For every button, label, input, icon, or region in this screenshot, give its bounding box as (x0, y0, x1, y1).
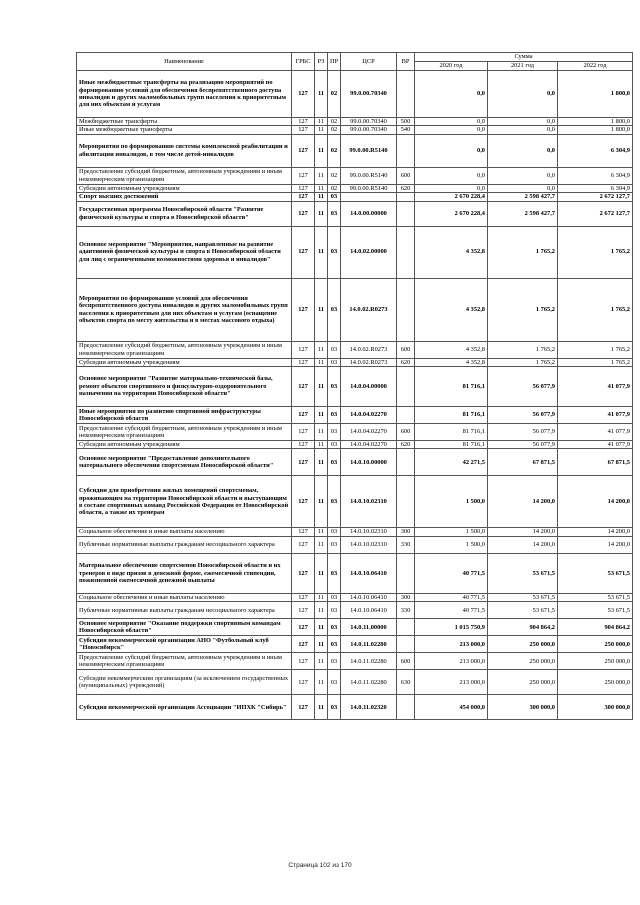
row-csr: 14.0.11.02320 (341, 695, 397, 720)
table-row (77, 358, 633, 366)
row-value-2020: 4 352,8 (415, 226, 488, 278)
row-rz: 11 (315, 476, 328, 528)
row-value-2021: 1 765,2 (488, 226, 558, 278)
row-name: Публичные нормативные выплаты гражданам несоциального характера (77, 602, 292, 619)
row-rz: 11 (315, 358, 328, 366)
header-grbs: ГРБС (292, 53, 315, 71)
row-value-2021: 1 765,2 (488, 278, 558, 341)
row-value-2022: 1 800,0 (558, 126, 633, 134)
row-vr (397, 134, 415, 167)
row-pr: 03 (328, 593, 341, 601)
row-rz: 11 (315, 341, 328, 358)
row-value-2022: 53 671,5 (558, 593, 633, 601)
row-pr: 03 (328, 341, 341, 358)
row-grbs: 127 (292, 636, 315, 653)
row-value-2020: 4 352,8 (415, 278, 488, 341)
row-value-2021: 0,0 (488, 167, 558, 184)
row-value-2020: 2 670 228,4 (415, 201, 488, 226)
row-value-2020: 2 670 228,4 (415, 193, 488, 201)
table-row (77, 126, 633, 134)
row-vr: 600 (397, 341, 415, 358)
row-csr: 99.0.00.R5140 (341, 134, 397, 167)
row-vr (397, 226, 415, 278)
row-value-2022: 6 304,9 (558, 184, 633, 192)
header-vr: ВР (397, 53, 415, 71)
table-row (77, 653, 633, 670)
row-name: Основное мероприятие "Оказание поддержки спортивным командам Новосибирской области" (77, 619, 292, 636)
row-value-2022: 6 304,9 (558, 134, 633, 167)
row-name: Публичные нормативные выплаты гражданам несоциального характера (77, 536, 292, 553)
row-grbs: 127 (292, 695, 315, 720)
header-year-2022: 2022 год (558, 62, 633, 71)
table-row (77, 593, 633, 601)
row-value-2022: 14 200,0 (558, 536, 633, 553)
row-grbs: 127 (292, 167, 315, 184)
row-grbs: 127 (292, 184, 315, 192)
row-name: Иные мероприятия по развитию спортивной инфраструктуры Новосибирской области (77, 407, 292, 424)
row-value-2020: 0,0 (415, 126, 488, 134)
row-value-2021: 300 000,0 (488, 695, 558, 720)
row-csr: 14.0.04.00000 (341, 367, 397, 407)
row-value-2021: 0,0 (488, 184, 558, 192)
row-pr: 03 (328, 528, 341, 536)
row-name: Предоставление субсидий бюджетным, автономным учреждениям и иным некоммерческим организациям (77, 653, 292, 670)
row-rz: 11 (315, 134, 328, 167)
row-pr: 03 (328, 602, 341, 619)
row-vr (397, 278, 415, 341)
row-name: Иные межбюджетные трансферты (77, 126, 292, 134)
row-name: Субсидии автономным учреждениям (77, 358, 292, 366)
row-value-2020: 1 500,0 (415, 536, 488, 553)
header-sum: Сумма (415, 53, 633, 62)
row-value-2020: 1 500,0 (415, 528, 488, 536)
table-row (77, 528, 633, 536)
table-row (77, 341, 633, 358)
row-pr: 03 (328, 226, 341, 278)
row-vr: 620 (397, 358, 415, 366)
row-value-2022: 14 200,0 (558, 528, 633, 536)
row-rz: 11 (315, 407, 328, 424)
row-value-2022: 250 000,0 (558, 653, 633, 670)
row-csr: 14.0.10.00000 (341, 449, 397, 476)
row-rz: 11 (315, 636, 328, 653)
row-csr: 14.0.02.R0273 (341, 358, 397, 366)
row-csr: 99.0.00.70340 (341, 118, 397, 126)
row-value-2020: 0,0 (415, 134, 488, 167)
row-name: Субсидии для приобретения жилых помещений спортсменам, проживающим на территории Новосибирской области и выступающим в составе спортивных команд Российской Федерации от Новосибирской области, а также их тренерам (77, 476, 292, 528)
row-rz: 11 (315, 126, 328, 134)
row-grbs: 127 (292, 653, 315, 670)
row-value-2021: 56 077,9 (488, 367, 558, 407)
row-rz: 11 (315, 653, 328, 670)
row-value-2022: 1 800,0 (558, 118, 633, 126)
row-name: Предоставление субсидий бюджетным, автономным учреждениям и иным некоммерческим организациям (77, 424, 292, 441)
row-grbs: 127 (292, 424, 315, 441)
row-grbs: 127 (292, 528, 315, 536)
row-value-2021: 67 871,5 (488, 449, 558, 476)
row-value-2020: 213 000,0 (415, 636, 488, 653)
table-row (77, 602, 633, 619)
row-value-2022: 2 672 127,7 (558, 201, 633, 226)
row-pr: 03 (328, 695, 341, 720)
row-rz: 11 (315, 553, 328, 593)
header-rz: РЗ (315, 53, 328, 71)
row-pr: 03 (328, 278, 341, 341)
row-csr: 99.0.00.70340 (341, 126, 397, 134)
table-row (77, 71, 633, 118)
row-name: Социальное обеспечение и иные выплаты населению (77, 593, 292, 601)
table-row (77, 553, 633, 593)
row-value-2021: 0,0 (488, 126, 558, 134)
row-name: Государственная программа Новосибирской области "Развитие физической культуры и спорта в Новосибирской области" (77, 201, 292, 226)
row-vr (397, 193, 415, 201)
row-csr: 14.0.02.00000 (341, 226, 397, 278)
row-vr: 600 (397, 424, 415, 441)
row-grbs: 127 (292, 449, 315, 476)
row-csr: 14.0.10.06410 (341, 553, 397, 593)
row-value-2021: 0,0 (488, 118, 558, 126)
row-rz: 11 (315, 670, 328, 695)
row-csr: 14.0.10.06410 (341, 602, 397, 619)
table-row (77, 476, 633, 528)
row-csr: 14.0.00.00000 (341, 201, 397, 226)
row-grbs: 127 (292, 367, 315, 407)
row-csr: 14.0.10.02310 (341, 476, 397, 528)
row-vr (397, 367, 415, 407)
row-name: Субсидия некоммерческой организации Ассоциации "ИПХК "Сибирь" (77, 695, 292, 720)
row-grbs: 127 (292, 134, 315, 167)
row-value-2022: 1 800,0 (558, 71, 633, 118)
row-vr: 300 (397, 528, 415, 536)
row-name: Предоставление субсидий бюджетным, автономным учреждениям и иным некоммерческим организациям (77, 167, 292, 184)
row-csr: 99.0.00.70340 (341, 71, 397, 118)
row-pr: 03 (328, 476, 341, 528)
row-name: Субсидии автономным учреждениям (77, 441, 292, 449)
row-name: Мероприятия по формированию системы комплексной реабилитации и абилитации инвалидов, в том числе детей-инвалидов (77, 134, 292, 167)
row-vr (397, 201, 415, 226)
row-pr: 02 (328, 118, 341, 126)
row-vr (397, 695, 415, 720)
row-vr: 600 (397, 167, 415, 184)
row-value-2022: 67 871,5 (558, 449, 633, 476)
row-csr: 14.0.04.02270 (341, 441, 397, 449)
row-value-2020: 0,0 (415, 184, 488, 192)
table-row (77, 636, 633, 653)
row-vr: 330 (397, 536, 415, 553)
row-value-2020: 1 500,0 (415, 476, 488, 528)
row-vr (397, 71, 415, 118)
row-value-2021: 904 864,2 (488, 619, 558, 636)
table-row (77, 278, 633, 341)
row-value-2022: 41 077,9 (558, 441, 633, 449)
row-csr: 14.0.04.02270 (341, 424, 397, 441)
row-value-2020: 40 771,5 (415, 553, 488, 593)
row-name: Межбюджетные трансферты (77, 118, 292, 126)
row-csr: 14.0.10.02310 (341, 536, 397, 553)
row-pr: 03 (328, 619, 341, 636)
table-row (77, 407, 633, 424)
row-rz: 11 (315, 602, 328, 619)
row-csr: 14.0.04.02270 (341, 407, 397, 424)
row-value-2022: 41 077,9 (558, 424, 633, 441)
table-row (77, 226, 633, 278)
row-rz: 11 (315, 367, 328, 407)
row-rz: 11 (315, 424, 328, 441)
row-vr: 630 (397, 670, 415, 695)
row-grbs: 127 (292, 226, 315, 278)
row-value-2020: 81 716,1 (415, 407, 488, 424)
table-body (77, 71, 633, 720)
table-row (77, 184, 633, 192)
row-value-2021: 250 000,0 (488, 670, 558, 695)
row-value-2021: 56 077,9 (488, 407, 558, 424)
row-grbs: 127 (292, 278, 315, 341)
row-rz: 11 (315, 536, 328, 553)
row-value-2022: 250 000,0 (558, 636, 633, 653)
row-name: Субсидии некоммерческим организациям (за исключением государственных (муниципальных) учреждений) (77, 670, 292, 695)
table-row (77, 134, 633, 167)
row-value-2021: 2 598 427,7 (488, 193, 558, 201)
row-csr: 14.0.10.02310 (341, 528, 397, 536)
row-value-2020: 213 000,0 (415, 670, 488, 695)
table-row (77, 695, 633, 720)
row-grbs: 127 (292, 407, 315, 424)
row-csr: 14.0.02.R0273 (341, 278, 397, 341)
row-grbs: 127 (292, 476, 315, 528)
row-value-2021: 56 077,9 (488, 441, 558, 449)
budget-table (76, 52, 633, 720)
header-year-2020: 2020 год (415, 62, 488, 71)
row-pr: 02 (328, 126, 341, 134)
row-value-2022: 53 671,5 (558, 602, 633, 619)
row-value-2021: 2 598 427,7 (488, 201, 558, 226)
row-vr (397, 619, 415, 636)
row-rz: 11 (315, 118, 328, 126)
row-value-2020: 4 352,8 (415, 341, 488, 358)
row-value-2021: 14 200,0 (488, 528, 558, 536)
table-row (77, 619, 633, 636)
row-value-2021: 250 000,0 (488, 653, 558, 670)
header-year-2021: 2021 год (488, 62, 558, 71)
row-csr: 99.0.00.R5140 (341, 184, 397, 192)
table-row (77, 670, 633, 695)
row-vr (397, 476, 415, 528)
row-value-2022: 1 765,2 (558, 341, 633, 358)
table-row (77, 367, 633, 407)
row-pr: 03 (328, 424, 341, 441)
row-value-2020: 81 716,1 (415, 367, 488, 407)
row-grbs: 127 (292, 201, 315, 226)
row-pr: 03 (328, 441, 341, 449)
row-pr: 03 (328, 636, 341, 653)
row-vr: 620 (397, 441, 415, 449)
row-rz: 11 (315, 695, 328, 720)
row-value-2020: 40 771,5 (415, 602, 488, 619)
row-value-2020: 0,0 (415, 118, 488, 126)
row-value-2020: 4 352,8 (415, 358, 488, 366)
row-vr: 500 (397, 118, 415, 126)
row-rz: 11 (315, 226, 328, 278)
row-name: Основное мероприятие "Мероприятия, направленные на развитие адаптивной физической культуры и спорта в Новосибирской области для лиц с ограниченными возможностями здоровья и инвалидов" (77, 226, 292, 278)
row-value-2020: 0,0 (415, 167, 488, 184)
row-csr: 14.0.11.02280 (341, 653, 397, 670)
row-pr: 02 (328, 134, 341, 167)
row-value-2020: 42 271,5 (415, 449, 488, 476)
row-vr (397, 553, 415, 593)
row-vr (397, 449, 415, 476)
row-name: Основное мероприятие "Предоставление дополнительного материального обеспечения спортсменам Новосибирской области" (77, 449, 292, 476)
row-value-2021: 14 200,0 (488, 476, 558, 528)
row-pr: 03 (328, 670, 341, 695)
row-grbs: 127 (292, 118, 315, 126)
row-value-2020: 213 000,0 (415, 653, 488, 670)
row-value-2021: 56 077,9 (488, 424, 558, 441)
row-value-2021: 1 765,2 (488, 358, 558, 366)
row-rz: 11 (315, 441, 328, 449)
row-value-2021: 0,0 (488, 71, 558, 118)
row-value-2022: 2 672 127,7 (558, 193, 633, 201)
row-name: Субсидии автономным учреждениям (77, 184, 292, 192)
row-grbs: 127 (292, 536, 315, 553)
table-row (77, 167, 633, 184)
row-vr (397, 407, 415, 424)
row-csr: 14.0.11.02280 (341, 636, 397, 653)
row-csr: 14.0.11.00000 (341, 619, 397, 636)
row-pr: 03 (328, 449, 341, 476)
table-row (77, 193, 633, 201)
row-vr: 600 (397, 653, 415, 670)
row-rz: 11 (315, 184, 328, 192)
row-grbs: 127 (292, 71, 315, 118)
header-row-1 (77, 53, 633, 62)
row-value-2022: 1 765,2 (558, 226, 633, 278)
row-value-2022: 41 077,9 (558, 367, 633, 407)
row-value-2021: 1 765,2 (488, 341, 558, 358)
row-name: Основное мероприятие "Развитие материально-технической базы, ремонт объектов спортивного и физкультурно-оздоровительного назначения на территории Новосибирской области" (77, 367, 292, 407)
row-value-2022: 6 304,9 (558, 167, 633, 184)
row-pr: 03 (328, 193, 341, 201)
row-vr (397, 636, 415, 653)
row-pr: 03 (328, 201, 341, 226)
row-value-2022: 41 077,9 (558, 407, 633, 424)
row-rz: 11 (315, 193, 328, 201)
table-row (77, 118, 633, 126)
row-rz: 11 (315, 201, 328, 226)
row-csr: 14.0.11.02280 (341, 670, 397, 695)
row-grbs: 127 (292, 602, 315, 619)
row-csr: 14.0.10.06410 (341, 593, 397, 601)
row-value-2022: 300 000,0 (558, 695, 633, 720)
row-pr: 03 (328, 536, 341, 553)
row-rz: 11 (315, 71, 328, 118)
row-value-2022: 53 671,5 (558, 553, 633, 593)
row-csr (341, 193, 397, 201)
row-pr: 03 (328, 407, 341, 424)
row-grbs: 127 (292, 358, 315, 366)
table-row (77, 536, 633, 553)
row-value-2021: 53 671,5 (488, 553, 558, 593)
row-vr: 300 (397, 593, 415, 601)
row-grbs: 127 (292, 126, 315, 134)
row-value-2021: 14 200,0 (488, 536, 558, 553)
row-value-2020: 454 000,0 (415, 695, 488, 720)
page-number: Страница 102 из 170 (288, 862, 352, 869)
row-grbs: 127 (292, 341, 315, 358)
row-value-2020: 0,0 (415, 71, 488, 118)
row-pr: 02 (328, 184, 341, 192)
row-rz: 11 (315, 449, 328, 476)
row-grbs: 127 (292, 193, 315, 201)
row-value-2020: 81 716,1 (415, 441, 488, 449)
row-grbs: 127 (292, 441, 315, 449)
row-value-2022: 1 765,2 (558, 358, 633, 366)
row-value-2022: 904 864,2 (558, 619, 633, 636)
row-value-2020: 1 015 750,9 (415, 619, 488, 636)
row-csr: 99.0.00.R5140 (341, 167, 397, 184)
row-value-2021: 0,0 (488, 134, 558, 167)
row-name: Предоставление субсидий бюджетным, автономным учреждениям и иным некоммерческим организациям (77, 341, 292, 358)
row-name: Субсидия некоммерческой организации АНО "Футбольный клуб "Новосибирск" (77, 636, 292, 653)
table-row (77, 201, 633, 226)
row-pr: 02 (328, 167, 341, 184)
row-value-2020: 40 771,5 (415, 593, 488, 601)
row-vr: 540 (397, 126, 415, 134)
row-pr: 03 (328, 367, 341, 407)
row-name: Иные межбюджетные трансферты на реализацию мероприятий по формированию условий для обеспечения беспрепятственного доступа инвалидов и других маломобильных групп населения к приоритетным для них объектам и услугам (77, 71, 292, 118)
row-rz: 11 (315, 278, 328, 341)
table-row (77, 424, 633, 441)
header-csr: ЦСР (341, 53, 397, 71)
row-rz: 11 (315, 593, 328, 601)
table-row (77, 449, 633, 476)
row-grbs: 127 (292, 670, 315, 695)
row-pr: 03 (328, 358, 341, 366)
row-pr: 02 (328, 71, 341, 118)
row-rz: 11 (315, 528, 328, 536)
row-value-2021: 53 671,5 (488, 602, 558, 619)
header-name: Наименование (77, 53, 292, 71)
row-pr: 03 (328, 653, 341, 670)
header-pr: ПР (328, 53, 341, 71)
row-value-2020: 81 716,1 (415, 424, 488, 441)
row-value-2021: 53 671,5 (488, 593, 558, 601)
row-value-2022: 1 765,2 (558, 278, 633, 341)
row-name: Мероприятия по формированию условий для обеспечения беспрепятственного доступа инвалидов и других маломобильных групп населения к приоритетным для них объектам и услугам (оснащение объектов спорта по месту жительства и в местах массового отдыха) (77, 278, 292, 341)
row-csr: 14.0.02.R0273 (341, 341, 397, 358)
row-grbs: 127 (292, 593, 315, 601)
row-pr: 03 (328, 553, 341, 593)
row-grbs: 127 (292, 553, 315, 593)
row-name: Спорт высших достижений (77, 193, 292, 201)
row-value-2021: 250 000,0 (488, 636, 558, 653)
row-rz: 11 (315, 167, 328, 184)
row-value-2022: 250 000,0 (558, 670, 633, 695)
row-vr: 620 (397, 184, 415, 192)
row-value-2022: 14 200,0 (558, 476, 633, 528)
table-row (77, 441, 633, 449)
row-name: Социальное обеспечение и иные выплаты населению (77, 528, 292, 536)
row-rz: 11 (315, 619, 328, 636)
row-vr: 330 (397, 602, 415, 619)
row-name: Материальное обеспечение спортсменов Новосибирской области и их тренеров в виде призов в денежной форме, ежемесячной стипендии, пожизненной ежемесячной денежной выплаты (77, 553, 292, 593)
row-grbs: 127 (292, 619, 315, 636)
